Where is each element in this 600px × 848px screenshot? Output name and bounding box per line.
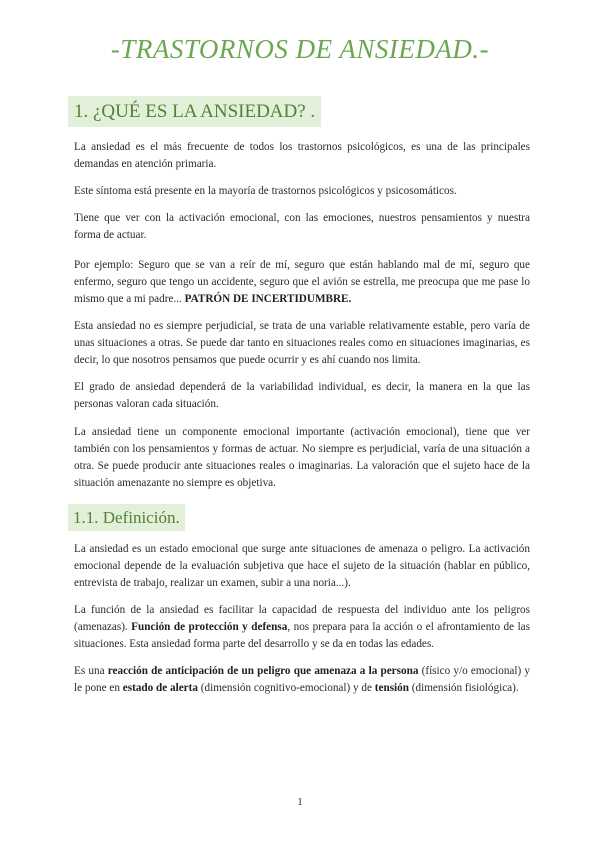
paragraph bbox=[74, 602, 530, 653]
subsection-heading-definition: 1.1. Definición. bbox=[68, 504, 185, 531]
paragraph-text: La función de la ansiedad es facilitar la capacidad de respuesta del individuo ante los peligros (amenazas). bbox=[74, 604, 530, 633]
section-heading-what-is-anxiety: 1. ¿QUÉ ES LA ANSIEDAD? . bbox=[68, 96, 321, 127]
paragraph bbox=[74, 663, 530, 697]
paragraph-text: Por ejemplo: Seguro que se van a reír de mí, seguro que están hablando mal de mí, seguro que enfermo, seguro que tengo un accidente, seguro que el avión se estrella, me preocupa que me pase lo mismo que a mi padre... bbox=[74, 259, 530, 305]
paragraph: Esta ansiedad no es siempre perjudicial, se trata de una variable relativamente estable, pero varía de unas situaciones a otras. Se puede dar tanto en situaciones reales como en situaciones imaginarias, es decir, lo que nosotros pensamos que puede ocurrir y es ahí cuando nos limita. bbox=[74, 320, 530, 366]
document-title: -TRASTORNOS DE ANSIEDAD.- bbox=[110, 34, 490, 64]
paragraph: La ansiedad es un estado emocional que surge ante situaciones de amenaza o peligro. La activación emocional depende de la evaluación subjetiva que hace el sujeto de la situación (hablar en público, entrevista de trabajo, realizar un examen, subir a una noria...). bbox=[74, 543, 530, 589]
bold-phrase: Función de protección y defensa bbox=[131, 621, 288, 633]
paragraph-text: (dimensión cognitivo-emocional) y de bbox=[197, 682, 375, 694]
paragraph-text: (dimensión fisiológica). bbox=[408, 682, 519, 694]
bold-phrase: PATRÓN DE INCERTIDUMBRE. bbox=[184, 293, 352, 305]
paragraph: La ansiedad tiene un componente emocional importante (activación emocional), tiene que ver también con los pensamientos y formas de actuar. No siempre es perjudicial, varía de una situación a otra. Se puede producir ante situaciones reales o imaginarias. La valoración que el sujeto hace de la situación amenazante no siempre es objetiva. bbox=[74, 426, 530, 489]
paragraph bbox=[74, 257, 530, 308]
paragraph: Tiene que ver con la activación emocional, con las emociones, nuestros pensamientos y nuestra forma de actuar. bbox=[74, 212, 530, 241]
bold-phrase: reacción de anticipación de un peligro que amenaza a la persona bbox=[107, 665, 419, 677]
page-number: 1 bbox=[297, 796, 303, 808]
paragraph: La ansiedad es el más frecuente de todos los trastornos psicológicos, es una de las principales demandas en atención primaria. bbox=[74, 141, 530, 170]
paragraph: Este síntoma está presente en la mayoría de trastornos psicológicos y psicosomáticos. bbox=[74, 185, 457, 197]
bold-phrase: tensión bbox=[374, 682, 409, 694]
paragraph: El grado de ansiedad dependerá de la variabilidad individual, es decir, la manera en la que las personas valoran cada situación. bbox=[74, 381, 530, 410]
paragraph-text: (físico y/o emocional) y le pone en bbox=[74, 665, 531, 694]
paragraph-text: Es una bbox=[74, 665, 108, 677]
paragraph-text: , nos prepara para la acción o el afrontamiento de las situaciones. Esta ansiedad forma parte del desarrollo y se da en todas las edades. bbox=[74, 621, 531, 650]
bold-phrase: estado de alerta bbox=[122, 682, 198, 694]
